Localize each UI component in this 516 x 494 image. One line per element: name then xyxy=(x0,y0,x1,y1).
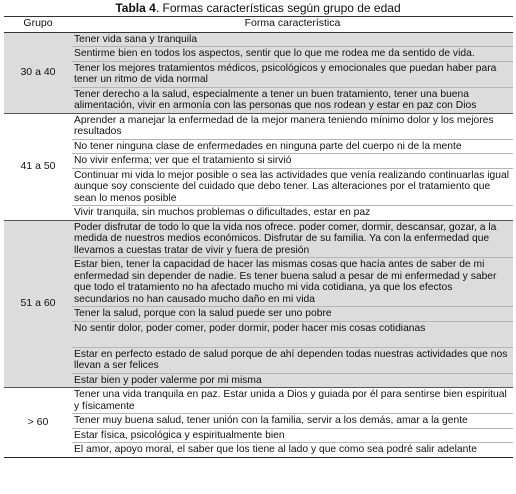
header-grupo: Grupo xyxy=(4,17,72,33)
forma-cell: Estar en perfecto estado de salud porque de ahí dependen todas nuestras actividades que nos llevan a ser felices xyxy=(72,347,513,373)
forma-cell: El amor, apoyo moral, el saber que los tiene al lado y que como sea podré salir adelante xyxy=(72,443,513,458)
table-row xyxy=(4,258,513,307)
table-caption-text: . Formas características según grupo de edad xyxy=(155,1,401,15)
table-row xyxy=(4,373,513,388)
table-row xyxy=(4,321,513,347)
forma-cell: Estar bien, tener la capacidad de hacer las mismas cosas que hacía antes de saber de mi enfermedad sin depender de nadie. Es tener buena salud a pesar de mi enfermedad y saber que todo el tratamiento no ha afectado mucho mi vida cotidiana, ya que los efectos secundarios no han causado mucho daño en mi vida xyxy=(72,258,513,307)
table-row xyxy=(4,61,513,87)
table-row xyxy=(4,414,513,429)
group-label: 30 a 40 xyxy=(4,32,72,113)
forma-cell: Sentirme bien en todos los aspectos, sentir que lo que me rodea me da sentido de vida. xyxy=(72,47,513,62)
table-row xyxy=(4,154,513,169)
forma-cell: Tener derecho a la salud, especialmente a tener un buen tratamiento, tener una buena alimentación, vivir en armonía con las personas que nos rodean y estar en paz con Dios xyxy=(72,87,513,113)
table-row xyxy=(4,307,513,322)
forma-cell: Tener la salud, porque con la salud puede ser uno pobre xyxy=(72,307,513,322)
table-row xyxy=(4,443,513,458)
forma-cell: Tener vida sana y tranquila xyxy=(72,32,513,47)
group-label: > 60 xyxy=(4,388,72,458)
forma-cell: Vivir tranquila, sin muchos problemas o dificultades, estar en paz xyxy=(72,206,513,221)
forma-cell: No sentir dolor, poder comer, poder dormir, poder hacer mis cosas cotidianas xyxy=(72,321,513,347)
forma-cell: Tener los mejores tratamientos médicos, psicológicos y emocionales que puedan haber para tener un ritmo de vida normal xyxy=(72,61,513,87)
table-row xyxy=(4,47,513,62)
group-label: 41 a 50 xyxy=(4,113,72,220)
table-row xyxy=(4,388,513,414)
forma-cell: Continuar mi vida lo mejor posible o sea las actividades que venía realizando continuarlas igual aunque soy consciente del cuidado que debo tener. Las alteraciones por el tratamiento que sean lo menos posible xyxy=(72,168,513,206)
age-group-table xyxy=(4,16,513,458)
forma-cell: No vivir enferma; ver que el tratamiento si sirvió xyxy=(72,154,513,169)
forma-cell: Poder disfrutar de todo lo que la vida nos ofrece. poder comer, dormir, descansar, gozar, a la medida de nuestros medios económicos. Disfrutar de su familia. Ya con la enfermedad que llevamos a cuestas tratar de vivir y fuera de presión xyxy=(72,220,513,258)
forma-cell: Aprender a manejar la enfermedad de la mejor manera teniendo mínimo dolor y los mejores resultados xyxy=(72,113,513,139)
header-forma: Forma característica xyxy=(72,17,513,33)
table-row xyxy=(4,32,513,47)
header-row xyxy=(4,17,513,33)
table-row xyxy=(4,220,513,258)
forma-cell: Tener muy buena salud, tener unión con la familia, servir a los demás, amar a la gente xyxy=(72,414,513,429)
table-row xyxy=(4,168,513,206)
group-label: 51 a 60 xyxy=(4,220,72,388)
table-row xyxy=(4,87,513,113)
table-caption-number: Tabla 4 xyxy=(115,1,156,15)
table-caption xyxy=(0,1,516,15)
table-row xyxy=(4,206,513,221)
forma-cell: Tener una vida tranquila en paz. Estar unida a Dios y guiada por él para sentirse bien espiritual y físicamente xyxy=(72,388,513,414)
table-row xyxy=(4,347,513,373)
table-row xyxy=(4,139,513,154)
forma-cell: Estar bien y poder valerme por mi misma xyxy=(72,373,513,388)
forma-cell: No tener ninguna clase de enfermedades en ninguna parte del cuerpo ni de la mente xyxy=(72,139,513,154)
table-row xyxy=(4,113,513,139)
forma-cell: Estar física, psicológica y espiritualmente bien xyxy=(72,428,513,443)
table-row xyxy=(4,428,513,443)
